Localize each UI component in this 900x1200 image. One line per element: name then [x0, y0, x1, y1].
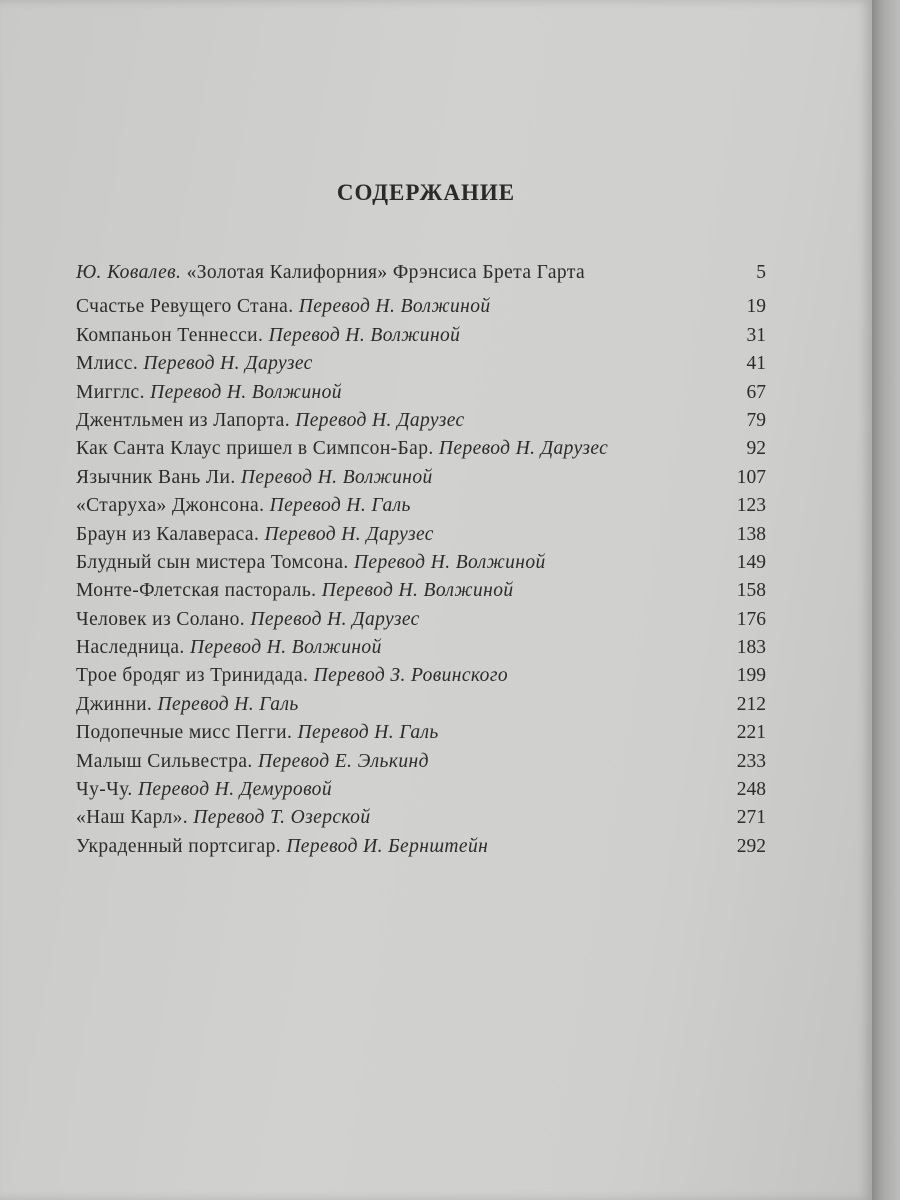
next-page-edge	[872, 0, 900, 1200]
entry-translator: Перевод Н. Галь	[152, 693, 299, 715]
entry-title: Подопечные мисс Пегги.	[76, 722, 293, 744]
toc-entry	[76, 353, 766, 381]
entry-title: Млисс.	[76, 353, 139, 375]
entry-title: Браун из Калавераса.	[76, 523, 260, 545]
toc-entry	[76, 438, 766, 466]
toc-entry	[76, 410, 766, 438]
entry-page-number: 233	[736, 750, 766, 772]
entry-title: Блудный сын мистера Томсона.	[76, 551, 349, 573]
entry-translator: Перевод Н. Дарузес	[259, 523, 434, 545]
entry-translator: Перевод Н. Волжиной	[293, 296, 491, 318]
toc-entry	[76, 524, 766, 552]
entry-title: Украденный портсигар.	[76, 835, 282, 857]
entry-title: Джентльмен из Лапорта.	[76, 409, 290, 431]
entry-author: Ю. Ковалев.	[76, 262, 182, 283]
toc-entry	[76, 836, 766, 864]
entry-title: Человек из Солано.	[76, 608, 246, 630]
entry-page-number: 176	[736, 608, 766, 630]
entry-title: Счастье Ревущего Стана.	[76, 296, 294, 318]
entry-page-number: 19	[746, 296, 766, 318]
entry-title: «Наш Карл».	[76, 807, 189, 829]
entry-translator: Перевод Н. Волжиной	[263, 324, 461, 346]
entry-page-number: 183	[736, 637, 766, 659]
toc-entry	[76, 580, 766, 608]
entry-title: Мигглс.	[76, 381, 145, 403]
page-title: СОДЕРЖАНИЕ	[336, 180, 516, 205]
entry-translator: Перевод Н. Галь	[292, 722, 439, 744]
entry-page-number: 79	[746, 409, 766, 431]
toc-entry	[76, 722, 766, 750]
entry-page-number: 41	[746, 353, 766, 375]
entry-title: Трое бродяг из Тринидада.	[76, 665, 309, 687]
entry-translator: Перевод Н. Дарузес	[138, 353, 313, 375]
entry-translator: Перевод Е. Элькинд	[252, 750, 429, 772]
toc-entry	[76, 552, 766, 580]
entry-title: «Старуха» Джонсона.	[76, 495, 265, 517]
entry-translator: Перевод Н. Галь	[264, 495, 411, 517]
entry-page-number: 92	[746, 438, 766, 460]
entry-page-number: 292	[736, 835, 766, 857]
table-of-contents	[76, 262, 766, 864]
entry-translator: Перевод Н. Волжиной	[144, 381, 342, 403]
entry-title: Как Санта Клаус пришел в Симпсон-Бар.	[76, 438, 434, 460]
entry-title: Компаньон Теннесси.	[76, 324, 264, 346]
entry-page-number: 5	[756, 262, 766, 283]
toc-entry	[76, 779, 766, 807]
entry-title: Монте-Флетская пастораль.	[76, 580, 317, 602]
entry-translator: Перевод И. Бернштейн	[281, 835, 489, 857]
entry-page-number: 248	[736, 779, 766, 801]
toc-entry	[76, 382, 766, 410]
toc-entry	[76, 694, 766, 722]
entry-page-number: 123	[736, 495, 766, 517]
entry-page-number: 67	[746, 381, 766, 403]
entry-title: Язычник Вань Ли.	[76, 466, 236, 488]
entry-page-number: 138	[736, 523, 766, 545]
toc-entry	[76, 751, 766, 779]
entry-page-number: 199	[736, 665, 766, 687]
toc-entry	[76, 495, 766, 523]
toc-entry	[76, 262, 766, 290]
toc-entry	[76, 325, 766, 353]
entry-translator: Перевод Н. Дарузес	[433, 438, 609, 460]
entry-translator: Перевод Н. Волжиной	[235, 466, 433, 488]
entry-page-number: 212	[736, 693, 766, 715]
entry-page-number: 31	[746, 324, 766, 346]
toc-entry	[76, 665, 766, 693]
entry-translator: Перевод Н. Волжиной	[184, 637, 382, 659]
entry-translator: Перевод Н. Волжиной	[348, 551, 546, 573]
entry-page-number: 271	[736, 807, 766, 829]
toc-entry	[76, 296, 766, 324]
entry-title: «Золотая Калифорния» Фрэнсиса Брета Гарта	[181, 262, 586, 283]
entry-translator: Перевод Н. Волжиной	[316, 580, 514, 602]
entry-translator: Перевод Н. Дарузес	[245, 608, 420, 630]
entry-page-number: 221	[736, 722, 766, 744]
entry-title: Чу-Чу.	[76, 779, 133, 801]
entry-translator: Перевод Н. Демуровой	[132, 779, 332, 801]
toc-entry	[76, 609, 766, 637]
entry-title: Джинни.	[76, 693, 153, 715]
toc-entry	[76, 467, 766, 495]
entry-title: Малыш Сильвестра.	[76, 750, 253, 772]
toc-entry	[76, 807, 766, 835]
entry-page-number: 158	[736, 580, 766, 602]
entry-page-number: 107	[736, 466, 766, 488]
entry-page-number: 149	[736, 551, 766, 573]
entry-translator: Перевод З. Ровинского	[308, 665, 508, 687]
toc-entry	[76, 637, 766, 665]
entry-title: Наследница.	[76, 637, 185, 659]
entry-translator: Перевод Т. Озерской	[188, 807, 371, 829]
entry-translator: Перевод Н. Дарузес	[289, 409, 465, 431]
